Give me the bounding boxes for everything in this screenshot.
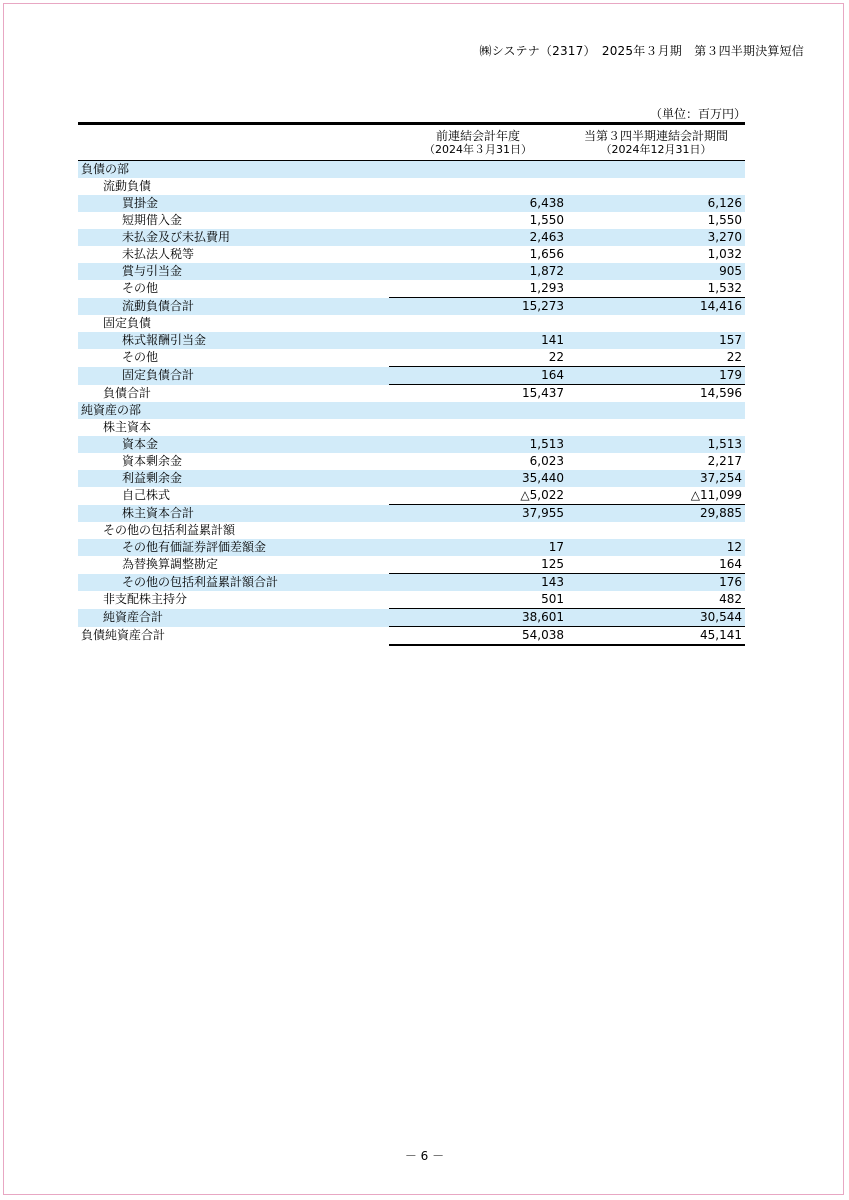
table-row <box>78 212 745 229</box>
row-value-curr: 164 <box>719 557 742 571</box>
header-label-cell <box>78 124 389 161</box>
row-value-prev: 141 <box>389 332 567 349</box>
row-value-curr: 29,885 <box>567 505 745 523</box>
row-value-prev: 37,955 <box>389 505 567 523</box>
document-header <box>480 42 804 59</box>
row-label: 買掛金 <box>78 195 389 212</box>
row-label: 資本剰余金 <box>122 454 183 468</box>
row-label: その他の包括利益累計額合計 <box>78 574 389 592</box>
row-value-prev: 38,601 <box>389 609 567 627</box>
row-value-curr: 1,032 <box>707 247 742 261</box>
row-label: 未払金及び未払費用 <box>78 229 389 246</box>
row-value-curr: 179 <box>567 367 745 385</box>
table-row <box>78 229 745 246</box>
row-label: 負債純資産合計 <box>81 628 166 643</box>
header-prev-date: （2024年３月31日） <box>424 143 532 156</box>
row-value-curr: 45,141 <box>567 627 745 646</box>
table-row <box>78 487 745 505</box>
row-value-curr <box>567 522 745 539</box>
row-label: 流動負債合計 <box>78 298 389 316</box>
header-prev-title: 前連結会計年度 <box>435 129 520 143</box>
header-curr-title: 当第３四半期連結会計期間 <box>583 129 728 143</box>
header-curr-date: （2024年12月31日） <box>600 143 712 156</box>
row-label: 資本金 <box>78 436 389 453</box>
row-value-prev: 501 <box>541 592 564 606</box>
table-header-row <box>78 124 745 161</box>
table-row <box>78 556 745 574</box>
row-value-prev: 35,440 <box>389 470 567 487</box>
table-row <box>78 436 745 453</box>
table-row <box>78 539 745 556</box>
row-value-curr: 157 <box>567 332 745 349</box>
row-value-prev: 15,437 <box>389 385 567 403</box>
row-label: 短期借入金 <box>122 213 183 227</box>
header-prev-period <box>389 124 567 161</box>
table-row <box>78 522 745 539</box>
row-label: その他 <box>122 350 159 365</box>
row-value-prev <box>389 402 567 419</box>
row-value-curr <box>567 315 745 332</box>
row-label: 為替換算調整勘定 <box>122 557 219 572</box>
table-row-subtotal <box>78 505 745 523</box>
row-label: その他有価証券評価差額金 <box>78 539 389 556</box>
table-row <box>78 195 745 212</box>
table-row <box>78 470 745 487</box>
row-value-curr <box>567 402 745 419</box>
row-value-curr: 14,416 <box>567 298 745 316</box>
row-label: 負債合計 <box>103 385 152 400</box>
row-value-prev <box>389 178 567 195</box>
table-row <box>78 453 745 470</box>
report-period: 2025年３月期 第３四半期決算短信 <box>601 44 804 58</box>
row-value-prev: 1,656 <box>529 247 564 261</box>
table-row-subtotal <box>78 574 745 592</box>
row-value-curr: 482 <box>719 592 742 606</box>
row-label: 未払法人税等 <box>122 247 195 261</box>
row-value-prev: 2,463 <box>389 229 567 246</box>
row-value-prev <box>389 161 567 179</box>
table-row <box>78 246 745 263</box>
row-value-prev <box>389 419 567 436</box>
row-label: 流動負債 <box>103 179 152 193</box>
row-value-prev: 143 <box>389 574 567 592</box>
balance-sheet-table <box>78 122 745 646</box>
table-row <box>78 349 745 367</box>
table-row <box>78 161 745 179</box>
table-row <box>78 263 745 280</box>
table-row-subtotal <box>78 298 745 316</box>
row-label: 固定負債 <box>103 316 152 330</box>
row-value-curr: 1,550 <box>707 213 742 227</box>
row-value-prev: △5,022 <box>520 488 564 502</box>
row-value-curr: 6,126 <box>567 195 745 212</box>
row-label: 負債の部 <box>78 161 389 179</box>
table-row-subtotal <box>78 609 745 627</box>
row-value-prev: 1,513 <box>389 436 567 453</box>
row-value-curr <box>567 419 745 436</box>
row-value-prev: 15,273 <box>389 298 567 316</box>
row-value-prev: 6,023 <box>529 454 564 468</box>
row-value-curr: 1,532 <box>707 281 742 295</box>
row-value-curr: 3,270 <box>567 229 745 246</box>
row-label: 自己株式 <box>122 488 171 503</box>
row-label: 利益剰余金 <box>78 470 389 487</box>
header-curr-period <box>567 124 745 161</box>
row-value-prev: 54,038 <box>389 627 567 646</box>
row-value-curr: 22 <box>726 350 742 364</box>
row-value-prev: 6,438 <box>389 195 567 212</box>
page-number: － 6 － <box>404 1149 445 1163</box>
row-value-curr: 1,513 <box>567 436 745 453</box>
row-value-curr: 176 <box>567 574 745 592</box>
row-value-curr <box>567 161 745 179</box>
row-value-prev: 125 <box>541 557 564 571</box>
row-label: 非支配株主持分 <box>103 592 188 607</box>
row-value-prev: 1,293 <box>529 281 564 295</box>
row-value-prev: 164 <box>389 367 567 385</box>
row-value-curr: 30,544 <box>567 609 745 627</box>
row-label: 純資産の部 <box>78 402 389 419</box>
row-value-curr: 12 <box>567 539 745 556</box>
table-row <box>78 315 745 332</box>
table-row-subtotal <box>78 385 745 403</box>
row-label: 固定負債合計 <box>78 367 389 385</box>
row-label: 株式報酬引当金 <box>78 332 389 349</box>
table-row <box>78 332 745 349</box>
row-value-prev: 1,550 <box>529 213 564 227</box>
table-row <box>78 280 745 298</box>
row-label: 賞与引当金 <box>78 263 389 280</box>
row-value-curr: 14,596 <box>567 385 745 403</box>
table-row <box>78 402 745 419</box>
row-value-curr: 905 <box>567 263 745 280</box>
table-row <box>78 591 745 609</box>
row-value-curr: 2,217 <box>707 454 742 468</box>
row-value-prev: 1,872 <box>389 263 567 280</box>
row-label: その他 <box>122 281 159 296</box>
row-value-curr <box>567 178 745 195</box>
table-row-grand-total <box>78 627 745 646</box>
row-value-prev: 17 <box>389 539 567 556</box>
company-name: ㈱システナ（2317） <box>479 44 590 58</box>
row-value-prev <box>389 315 567 332</box>
row-value-prev <box>389 522 567 539</box>
row-label: 株主資本 <box>103 420 152 434</box>
row-value-curr: △11,099 <box>690 488 742 502</box>
table-row-subtotal <box>78 367 745 385</box>
row-label: 株主資本合計 <box>78 505 389 523</box>
row-label: 純資産合計 <box>78 609 389 627</box>
row-value-prev: 22 <box>548 350 564 364</box>
row-value-curr: 37,254 <box>567 470 745 487</box>
row-label: その他の包括利益累計額 <box>103 523 236 537</box>
unit-label: （単位：百万円） <box>650 107 747 121</box>
table-row <box>78 419 745 436</box>
table-row <box>78 178 745 195</box>
